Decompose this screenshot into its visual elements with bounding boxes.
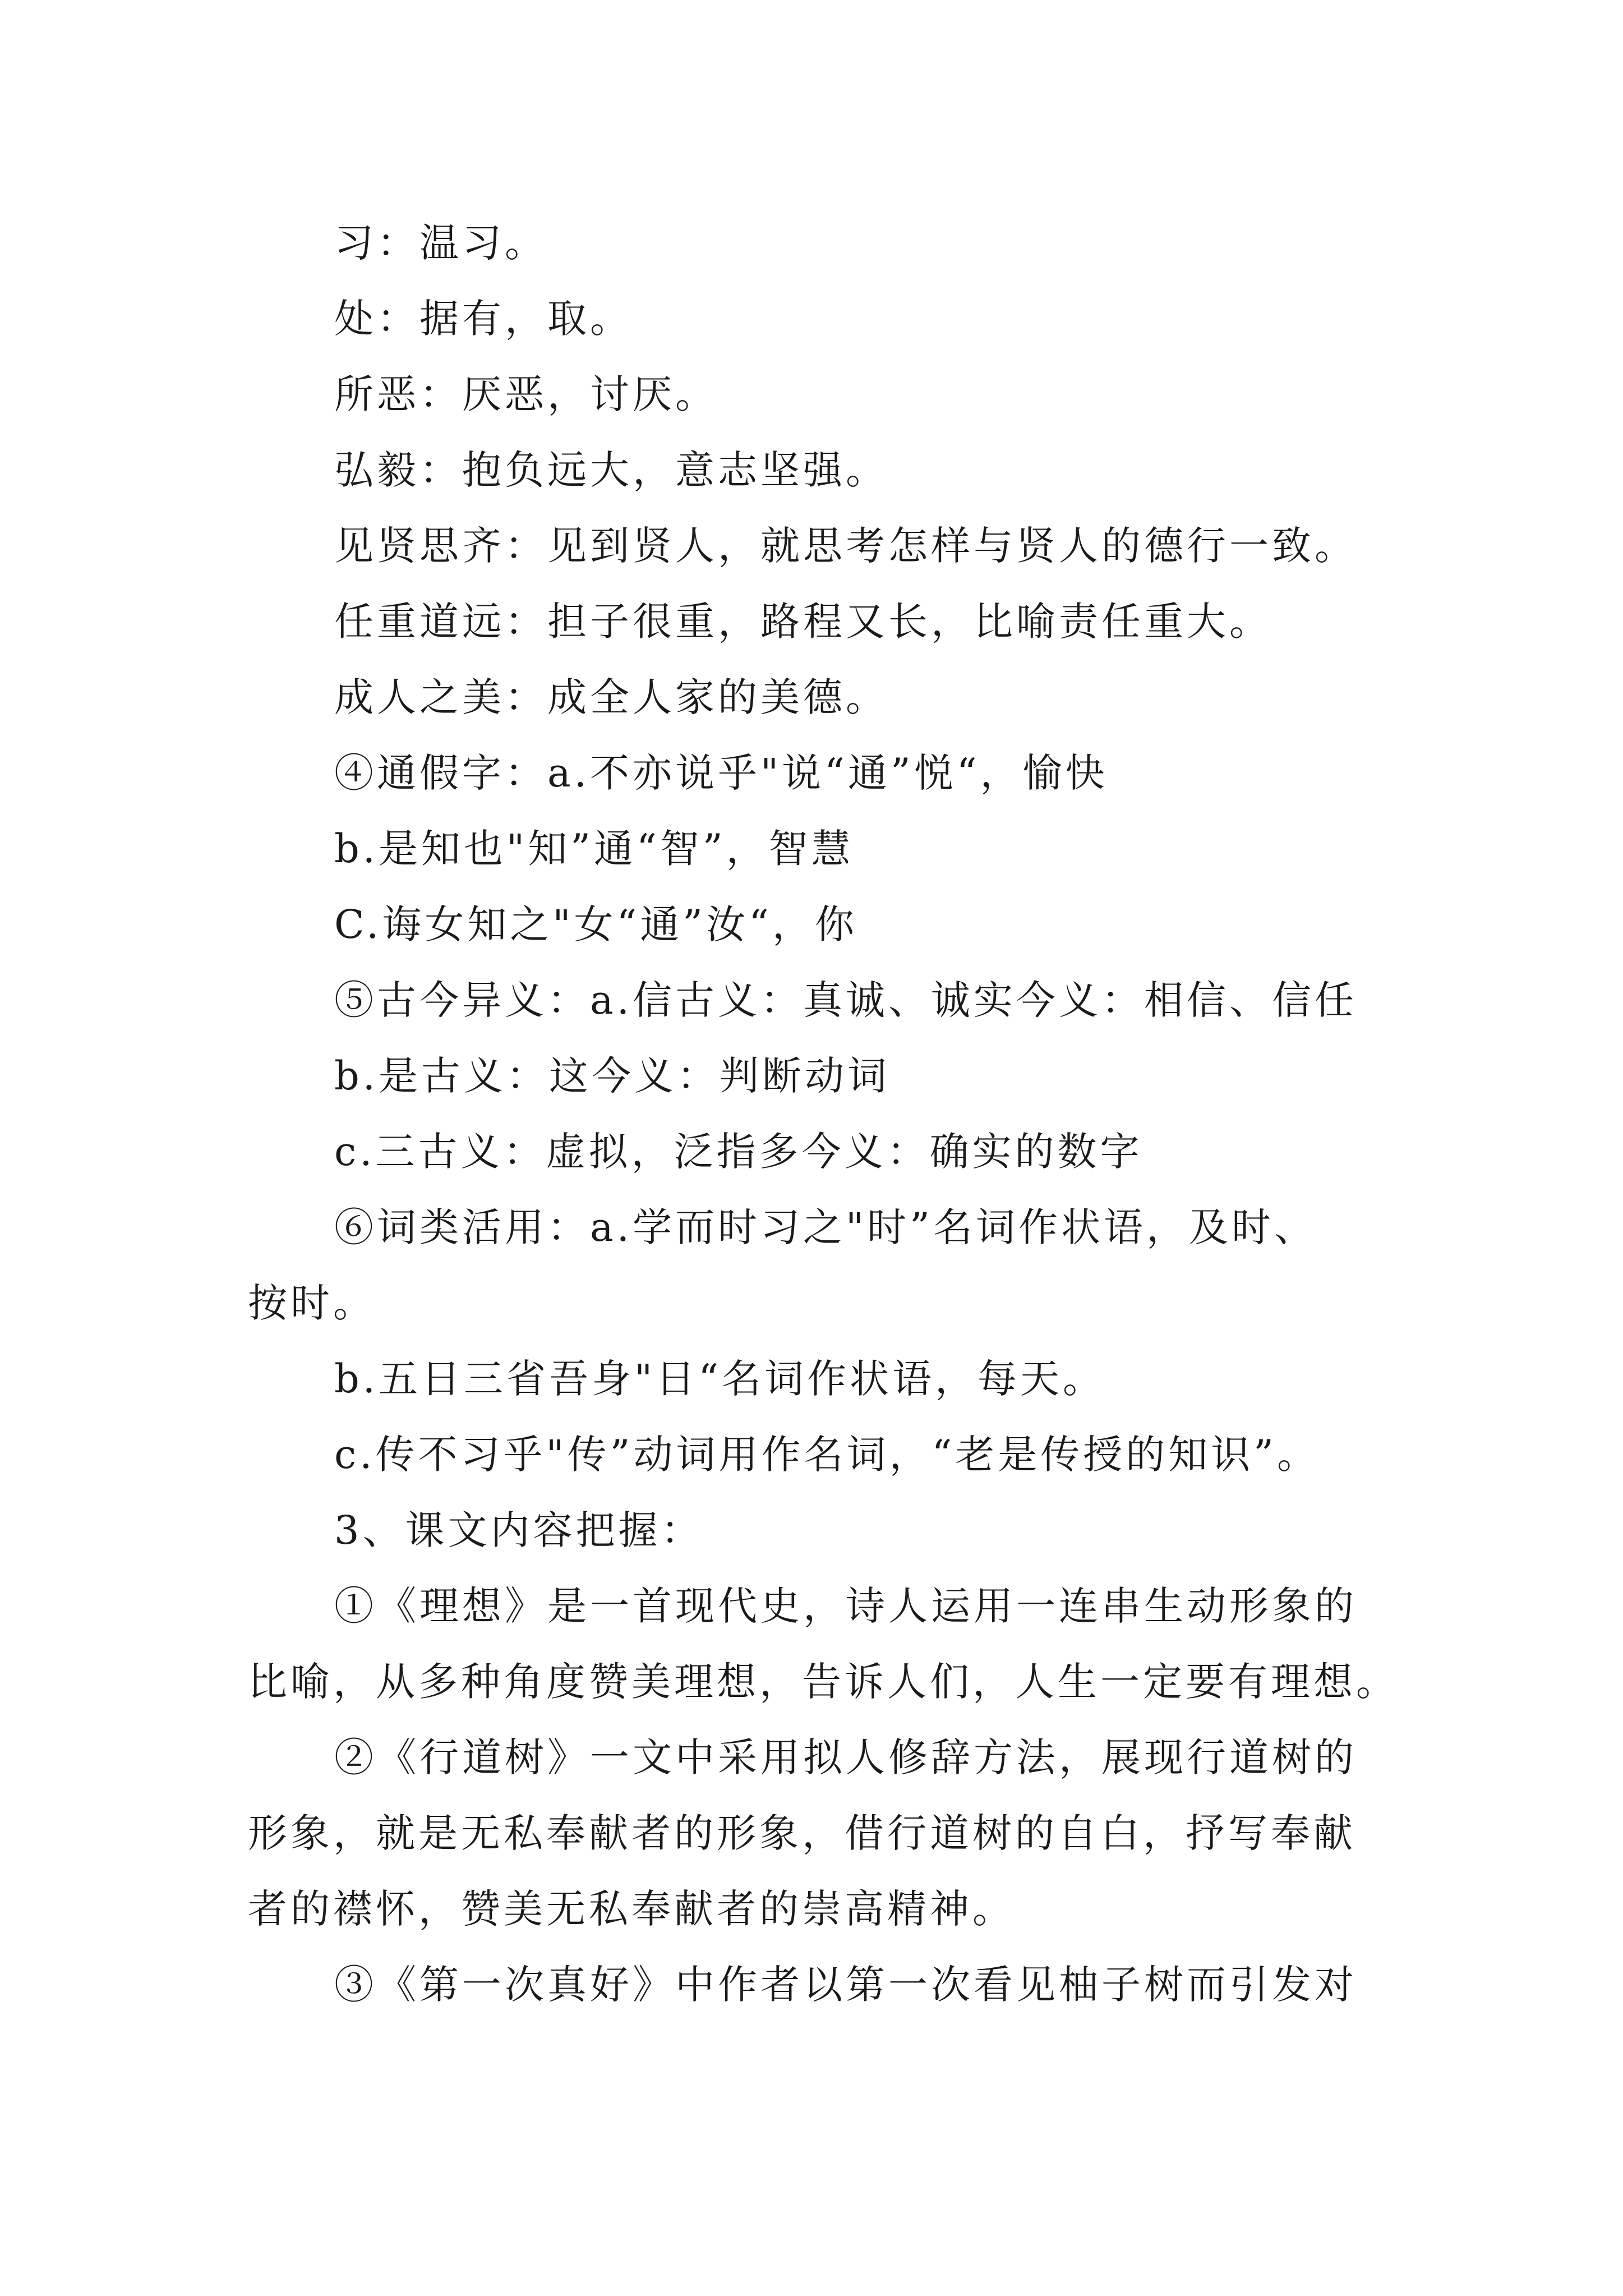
text-line: c.传不习乎"传”动词用作名词，“老是传授的知识”。 [334, 1432, 1320, 1478]
text-line: 任重道远：担子很重，路程又长，比喻责任重大。 [334, 599, 1272, 645]
text-line: C.诲女知之"女“通”汝“，你 [334, 901, 857, 947]
text-line: ②《行道树》一文中采用拟人修辞方法，展现行道树的 [334, 1734, 1357, 1780]
text-line: ③《第一次真好》中作者以第一次看见柚子树而引发对 [334, 1962, 1357, 2008]
text-line: ⑥词类活用：a.学而时习之"时”名词作状语，及时、 [334, 1204, 1317, 1250]
text-line: b.是古义：这今义：判断动词 [334, 1053, 891, 1099]
text-line: b.是知也"知”通“智”，智慧 [334, 826, 854, 872]
text-line: ④通假字：a.不亦说乎"说“通”悦“，愉快 [334, 750, 1108, 796]
text-line: ①《理想》是一首现代史，诗人运用一连串生动形象的 [334, 1583, 1357, 1629]
text-line: 3、课文内容把握： [334, 1507, 704, 1553]
text-line: 比喻，从多种角度赞美理想，告诉人们，人生一定要有理想。 [248, 1659, 1399, 1705]
text-line: 形象，就是无私奉献者的形象，借行道树的自白，抒写奉献 [248, 1810, 1356, 1856]
text-line: 见贤思齐：见到贤人，就思考怎样与贤人的德行一致。 [334, 523, 1357, 569]
text-line: 按时。 [248, 1280, 376, 1326]
text-line: b.五日三省吾身"日“名词作状语，每天。 [334, 1356, 1106, 1402]
text-line: ⑤古今异义：a.信古义：真诚、诚实今义：相信、信任 [334, 977, 1357, 1023]
text-line: 者的襟怀，赞美无私奉献者的崇高精神。 [248, 1886, 1015, 1932]
text-line: c.三古义：虚拟，泛指多今义：确实的数字 [334, 1129, 1143, 1175]
text-line: 弘毅：抱负远大，意志坚强。 [334, 447, 888, 493]
text-line: 成人之美：成全人家的美德。 [334, 674, 888, 720]
text-line: 所恶：厌恶，讨厌。 [334, 371, 718, 417]
text-line: 处：据有，取。 [334, 296, 633, 342]
text-line: 习：温习。 [334, 220, 547, 266]
